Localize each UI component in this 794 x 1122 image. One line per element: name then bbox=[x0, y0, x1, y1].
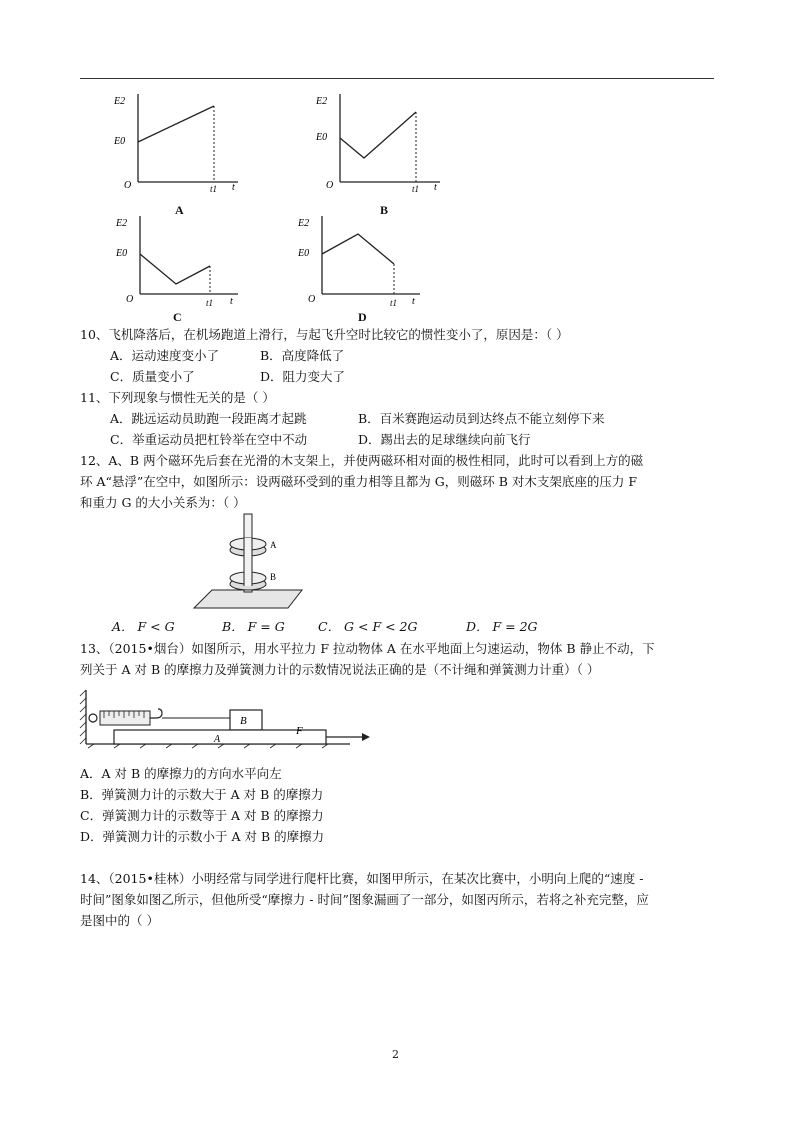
magnet-ring-figure bbox=[190, 512, 310, 612]
graph-b-label: B bbox=[380, 203, 389, 217]
ring-b-label: B bbox=[270, 572, 277, 582]
q12-line-2: 环 A“悬浮”在空中，如图所示：设两磁环受到的重力相等且都为 G，则磁环 B 对木支架底座的压力 F bbox=[80, 474, 638, 489]
q13-option-c: C．弹簧测力计的示数等于 A 对 B 的摩擦力 bbox=[80, 808, 324, 823]
spring-scale-svg bbox=[80, 686, 370, 748]
q13-option-a: A．A 对 B 的摩擦力的方向水平向左 bbox=[80, 766, 282, 781]
graph-b-svg bbox=[310, 92, 450, 192]
q12-option-b: B． F = G bbox=[222, 619, 285, 634]
q10-option-c: C．质量变小了 bbox=[110, 369, 195, 384]
force-arrow-head bbox=[362, 733, 370, 741]
graph-b-origin: O bbox=[326, 180, 334, 191]
graph-c-label: C bbox=[173, 310, 182, 324]
q11-option-c: C．举重运动员把杠铃举在空中不动 bbox=[110, 432, 308, 447]
q10-option-a: A．运动速度变小了 bbox=[110, 348, 220, 363]
graph-c-curve bbox=[140, 254, 210, 284]
wall-hook bbox=[89, 714, 97, 722]
wooden-base bbox=[194, 590, 302, 608]
graph-d-label: D bbox=[358, 310, 367, 324]
block-b-label: B bbox=[240, 715, 247, 727]
q14-line-3: 是图中的（ ） bbox=[80, 913, 159, 928]
q10-option-b: B．高度降低了 bbox=[260, 348, 345, 363]
header-rule bbox=[80, 78, 714, 79]
wooden-rod-front bbox=[244, 538, 252, 586]
graph-b bbox=[310, 92, 450, 192]
q10-stem: 10、飞机降落后，在机场跑道上滑行，与起飞升空时比较它的惯性变小了，原因是：（ ） bbox=[80, 327, 569, 342]
q11-option-d: D．踢出去的足球继续向前飞行 bbox=[358, 432, 531, 447]
graph-a bbox=[108, 92, 248, 192]
graph-b-t-label: t bbox=[434, 182, 437, 193]
graph-d-svg bbox=[292, 212, 432, 312]
graph-a-t1-label: t1 bbox=[210, 184, 218, 194]
graph-b-t1-label: t1 bbox=[412, 184, 420, 194]
graph-d-y0-label: E0 bbox=[298, 248, 310, 259]
graph-d-t1-label: t1 bbox=[390, 298, 398, 308]
graph-a-curve bbox=[138, 106, 214, 142]
graph-d-t-label: t bbox=[412, 296, 415, 307]
q12-line-1: 12、A、B 两个磁环先后套在光滑的木支架上，并使两磁环相对面的极性相同，此时可以看到上方的磁 bbox=[80, 453, 644, 468]
graph-c bbox=[110, 212, 250, 312]
q12-option-a: A． F < G bbox=[112, 619, 175, 634]
q13-line-1: 13、（2015•烟台）如图所示，用水平拉力 F 拉动物体 A 在水平地面上匀速运动，物体 B 静止不动，下 bbox=[80, 641, 655, 656]
graph-b-y-label: E2 bbox=[316, 96, 328, 107]
q14-line-1: 14、（2015•桂林）小明经常与同学进行爬杆比赛，如图甲所示，在某次比赛中，小明向上爬的“速度 - bbox=[80, 871, 644, 886]
graph-c-y0-label: E0 bbox=[116, 248, 128, 259]
q13-option-b: B．弹簧测力计的示数大于 A 对 B 的摩擦力 bbox=[80, 787, 324, 802]
q11-option-b: B．百米赛跑运动员到达终点不能立刻停下来 bbox=[358, 411, 605, 426]
graph-b-curve bbox=[340, 112, 416, 158]
ring-a-label: A bbox=[270, 540, 277, 550]
graph-d bbox=[292, 212, 432, 312]
graph-c-t1-label: t1 bbox=[206, 298, 214, 308]
graph-c-y-label: E2 bbox=[116, 218, 128, 229]
graph-c-t-label: t bbox=[230, 296, 233, 307]
graph-a-origin: O bbox=[124, 180, 132, 191]
q12-line-3: 和重力 G 的大小关系为：（ ） bbox=[80, 495, 246, 510]
spring-scale-body bbox=[100, 711, 150, 725]
q13-line-2: 列关于 A 对 B 的摩擦力及弹簧测力计的示数情况说法正确的是（不计绳和弹簧测力计重）（ ） bbox=[80, 662, 600, 677]
graph-d-curve bbox=[322, 234, 394, 264]
q14-line-2: 时间”图象如图乙所示，但他所受“摩擦力 - 时间”图象漏画了一部分，如图丙所示，若将之补充完整，应 bbox=[80, 892, 649, 907]
graph-d-y-label: E2 bbox=[298, 218, 310, 229]
q11-option-a: A．跳远运动员助跑一段距离才起跳 bbox=[110, 411, 307, 426]
graph-b-y0-label: E0 bbox=[316, 132, 328, 143]
graph-c-svg bbox=[110, 212, 250, 312]
graph-a-y0-label: E0 bbox=[114, 136, 126, 147]
block-a-label: A bbox=[214, 734, 221, 745]
q11-stem: 11、下列现象与惯性无关的是（ ） bbox=[80, 390, 275, 405]
graph-a-svg bbox=[108, 92, 248, 192]
graph-a-y-label: E2 bbox=[114, 96, 126, 107]
magnet-ring-svg bbox=[190, 512, 310, 612]
graph-a-label: A bbox=[175, 203, 184, 217]
graph-a-t-label: t bbox=[232, 182, 235, 193]
force-label: F bbox=[296, 725, 303, 737]
q13-option-d: D．弹簧测力计的示数小于 A 对 B 的摩擦力 bbox=[80, 829, 325, 844]
q12-option-d: D． F = 2G bbox=[466, 619, 538, 634]
graph-d-origin: O bbox=[308, 294, 316, 305]
spring-scale-figure bbox=[80, 686, 370, 748]
graph-c-origin: O bbox=[126, 294, 134, 305]
q12-option-c: C． G < F < 2G bbox=[318, 619, 418, 634]
page-number: 2 bbox=[392, 1048, 399, 1061]
scale-hook bbox=[150, 709, 162, 718]
q10-option-d: D．阻力变大了 bbox=[260, 369, 346, 384]
